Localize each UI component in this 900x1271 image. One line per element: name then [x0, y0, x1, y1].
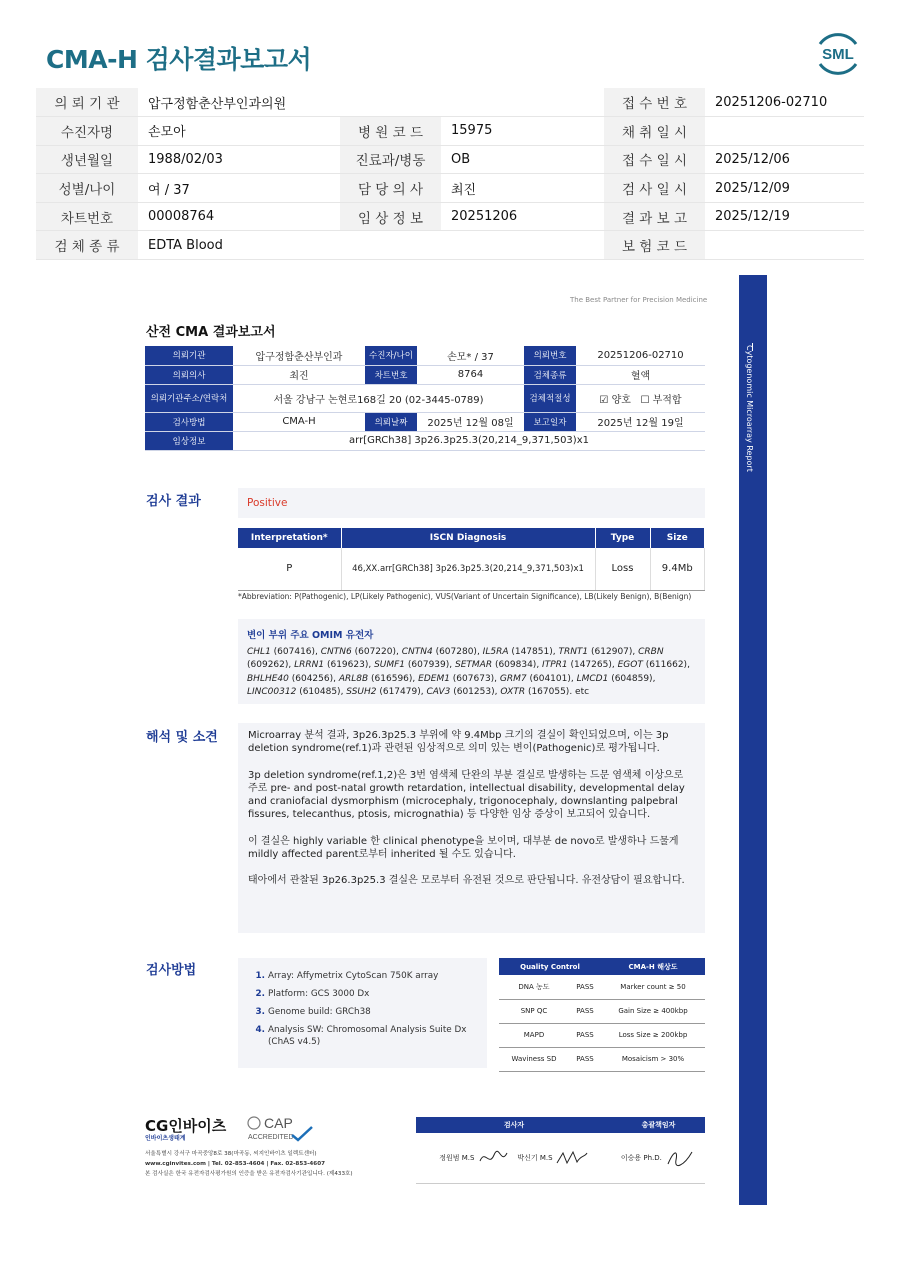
patient-info-table	[36, 88, 864, 260]
label: 담 당 의 사	[340, 174, 441, 203]
value: 손모아	[138, 117, 340, 146]
omim-gene	[426, 687, 500, 697]
omim-gene	[346, 687, 426, 697]
omim-number: (147265),	[567, 660, 618, 671]
svg-text:SML: SML	[822, 46, 854, 63]
label: 성별/나이	[36, 174, 138, 203]
value: 2025/12/19	[705, 202, 864, 231]
omim-number: (616596),	[368, 673, 419, 684]
gene-symbol: CRBN	[638, 647, 664, 657]
label: 생년월일	[36, 145, 138, 174]
company-logo: CG인바이츠	[145, 1117, 227, 1135]
gene-symbol: EGOT	[617, 660, 643, 671]
method-item: 2. Platform: GCS 3000 Dx	[268, 988, 471, 1000]
info-key: 검체종류	[524, 365, 576, 384]
omim-gene	[455, 660, 542, 670]
result-table	[238, 528, 705, 591]
col-header: 검사자	[416, 1117, 612, 1133]
col-header: 총괄책임자	[612, 1117, 705, 1133]
address-line: 서울특별시 강서구 마곡중앙8로 38(마곡동, 씨지인바이츠 일렉트센터)	[145, 1151, 317, 1157]
gene-symbol: IL5RA	[482, 647, 509, 657]
cell: P	[238, 548, 341, 590]
label: 채 취 일 시	[604, 117, 705, 146]
method-item: 4. Analysis SW: Chromosomal Analysis Suite Dx (ChAS v4.5)	[268, 1024, 471, 1048]
gene-symbol: LMCD1	[576, 673, 609, 684]
omim-gene	[618, 660, 690, 670]
omim-gene	[374, 660, 455, 670]
fit-bad-checkbox: ☐ 부적합	[640, 394, 682, 406]
value: 15975	[441, 117, 604, 146]
tester-signatures	[416, 1133, 612, 1183]
value: 20251206-02710	[705, 88, 864, 117]
omim-gene	[577, 674, 656, 684]
omim-gene	[500, 687, 575, 697]
info-value: 2025년 12월 19일	[576, 412, 705, 431]
omim-gene	[321, 647, 402, 657]
signature-image	[477, 1147, 511, 1169]
gene-symbol: TRNT1	[558, 647, 589, 657]
cell: 46,XX.arr[GRCh38] 3p26.3p25.3(20,214_9,371,503)x1	[341, 548, 595, 590]
label: 접 수 번 호	[604, 88, 705, 117]
omim-number: (610485),	[296, 686, 347, 697]
svg-text:CAP: CAP	[264, 1115, 293, 1131]
gene-symbol: BHLHE40	[247, 673, 289, 684]
cell: Gain Size ≥ 400kbp	[601, 999, 705, 1023]
label: 임 상 정 보	[340, 202, 441, 231]
gene-symbol: EDEM1	[418, 673, 450, 684]
value: 2025/12/06	[705, 145, 864, 174]
gene-symbol: ARL8B	[338, 673, 369, 684]
specimen-fit	[576, 384, 705, 412]
method-item: 1. Array: Affymetrix CytoScan 750K array	[268, 970, 471, 982]
omim-number: (607280),	[432, 647, 483, 657]
label: 접 수 일 시	[604, 145, 705, 174]
omim-gene	[294, 660, 374, 670]
value: 20251206	[441, 202, 604, 231]
cell: 9.4Mb	[650, 548, 705, 590]
result-heading: 검사 결과	[146, 494, 201, 509]
gene-symbol: SSUH2	[346, 686, 377, 697]
cell: Loss	[595, 548, 650, 590]
gene-symbol: GRM7	[499, 673, 527, 684]
info-key: 차트번호	[365, 365, 417, 384]
info-value: 혈액	[576, 365, 705, 384]
omim-number: (619623),	[324, 660, 375, 671]
label: 병 원 코 드	[340, 117, 441, 146]
info-value: 압구정함춘산부인과	[233, 346, 365, 365]
report-title: 산전 CMA 결과보고서	[146, 325, 276, 340]
col-header: Interpretation*	[238, 528, 341, 548]
value: 압구정함춘산부인과의원	[138, 88, 604, 117]
gene-symbol: LRRN1	[294, 660, 325, 671]
label: 의 뢰 기 관	[36, 88, 138, 117]
info-key: 임상정보	[145, 431, 233, 450]
info-key: 의뢰의사	[145, 365, 233, 384]
col-header: ISCN Diagnosis	[341, 528, 595, 548]
info-value: 손모* / 37	[417, 346, 524, 365]
cell: SNP QC	[499, 999, 569, 1023]
cell: PASS	[569, 1023, 601, 1047]
page-title: CMA-H 검사결과보고서	[46, 45, 312, 74]
omim-gene	[500, 674, 577, 684]
omim-number: (607416),	[270, 647, 321, 657]
col-header: Size	[650, 528, 705, 548]
method-item: 3. Genome build: GRCh38	[268, 1006, 471, 1018]
contact-line: www.cginvites.com | Tel. 02-853-4604 | Fax. 02-853-4607	[145, 1161, 325, 1167]
cell: PASS	[569, 975, 601, 999]
value: EDTA Blood	[138, 231, 604, 260]
signature-table	[416, 1117, 705, 1184]
fit-ok-checkbox: ☑ 양호	[599, 394, 631, 406]
interpretation-paragraph: 3p deletion syndrome(ref.1,2)은 3번 염색체 단완의 부분 결실로 발생하는 드문 염색체 이상으로 주로 pre- and post-natal growth retardation, intellectual disability, developmental delay and craniofacial dysmorphism (microcephaly, trigonocephaly, downslanting palpebral fissures, telecanthus, ptosis, micrognathia) 등 다양한 임상 증상이 보고되어 있습니다.	[248, 769, 685, 821]
col-header: Type	[595, 528, 650, 548]
info-key: 수진자/나이	[365, 346, 417, 365]
info-key: 의뢰기관주소/연락처	[145, 384, 233, 412]
result-status: Positive	[247, 497, 288, 509]
info-value: 20251206-02710	[576, 346, 705, 365]
omim-gene	[418, 674, 500, 684]
qc-table	[499, 958, 705, 1072]
cell: PASS	[569, 999, 601, 1023]
table-row	[499, 975, 705, 999]
label: 진료과/병동	[340, 145, 441, 174]
result-status-box	[238, 488, 705, 518]
value: 최진	[441, 174, 604, 203]
info-value: arr[GRCh38] 3p26.3p25.3(20,214_9,371,503)x1	[233, 431, 705, 450]
cell: MAPD	[499, 1023, 569, 1047]
cap-accredited-logo	[246, 1113, 316, 1147]
interpretation-paragraph: 이 결실은 highly variable 한 clinical phenotype을 보이며, 대부분 de novo로 발생하나 드물게 mildly affected parent로부터 inherited 될 수도 있습니다.	[248, 835, 679, 861]
omim-number: (607673),	[449, 673, 500, 684]
company-sub: 인바이츠생태계	[145, 1135, 186, 1142]
value: 00008764	[138, 202, 340, 231]
table-row	[238, 548, 705, 590]
omim-gene	[402, 647, 483, 657]
info-key: 보고일자	[524, 412, 576, 431]
info-value: 서울 강남구 논현로168길 20 (02-3445-0789)	[233, 384, 524, 412]
label: 검 사 일 시	[604, 174, 705, 203]
omim-number: (607220),	[351, 647, 402, 657]
label: 검 체 종 류	[36, 231, 138, 260]
omim-number: (604256),	[288, 673, 339, 684]
gene-symbol: ITPR1	[542, 660, 568, 671]
omim-number: (617479),	[376, 686, 427, 697]
label: 수진자명	[36, 117, 138, 146]
value: 여 / 37	[138, 174, 340, 203]
omim-box	[238, 619, 705, 704]
omim-number: (607939),	[405, 660, 455, 671]
cell: Marker count ≥ 50	[601, 975, 705, 999]
value: 2025/12/09	[705, 174, 864, 203]
omim-number: (611662),	[642, 660, 690, 671]
omim-number: (609262),	[247, 660, 295, 671]
gene-symbol: SETMAR	[455, 660, 493, 671]
omim-number: (612907),	[588, 647, 639, 657]
info-value: 최진	[233, 365, 365, 384]
report-sidebar	[739, 275, 767, 1205]
omim-tail: etc	[575, 686, 590, 697]
sml-logo	[812, 30, 864, 76]
info-value: 2025년 12월 08일	[417, 412, 524, 431]
tagline: The Best Partner for Precision Medicine	[570, 296, 708, 304]
omim-gene	[247, 687, 346, 697]
info-key: 의뢰기관	[145, 346, 233, 365]
sidebar-title: Cytogenomic Microarray Report	[745, 345, 754, 472]
info-key: 검사방법	[145, 412, 233, 431]
omim-number: (604859),	[608, 673, 656, 684]
col-header: CMA-H 해상도	[601, 958, 705, 975]
info-value: 8764	[417, 365, 524, 384]
gene-symbol: CHL1	[247, 647, 271, 657]
omim-gene-list	[247, 646, 696, 699]
table-row	[499, 1023, 705, 1047]
omim-number: (167055).	[525, 686, 576, 697]
cell: DNA 농도	[499, 975, 569, 999]
omim-number: (147851),	[508, 647, 559, 657]
value	[705, 231, 864, 260]
omim-gene	[247, 647, 321, 657]
info-key: 검체적절성	[524, 384, 576, 412]
omim-title: 변이 부위 주요 OMIM 유전자	[247, 630, 374, 641]
svg-text:ACCREDITED: ACCREDITED	[248, 1134, 294, 1141]
cell: Loss Size ≥ 200kbp	[601, 1023, 705, 1047]
info-key: 의뢰날짜	[365, 412, 417, 431]
cell: Mosaicism > 30%	[601, 1047, 705, 1071]
omim-gene	[339, 674, 418, 684]
col-header: Quality Control	[499, 958, 601, 975]
value: OB	[441, 145, 604, 174]
interpretation-heading: 해석 및 소견	[146, 730, 218, 745]
table-row	[499, 1047, 705, 1071]
signature-image	[555, 1147, 589, 1169]
interpretation-paragraph: 태아에서 관찰된 3p26.3p25.3 결실은 모로부터 유전된 것으로 판단됩니다. 유전상담이 필요합니다.	[248, 875, 685, 887]
cell: PASS	[569, 1047, 601, 1071]
gene-symbol: SUMF1	[374, 660, 406, 671]
company-address	[145, 1149, 353, 1179]
method-heading: 검사방법	[146, 963, 197, 978]
signer-name: 박신기 M.S	[517, 1153, 553, 1162]
signer-name: 이승용 Ph.D.	[620, 1153, 662, 1162]
abbreviation-note: *Abbreviation: P(Pathogenic), LP(Likely Pathogenic), VUS(Variant of Uncertain Significance), LB(Likely Benign), B(Benign)	[238, 592, 692, 601]
omim-number: (604101),	[526, 673, 577, 684]
label: 차트번호	[36, 202, 138, 231]
interpretation-box	[238, 723, 705, 933]
gene-symbol: CNTN6	[320, 647, 352, 657]
table-row	[499, 999, 705, 1023]
report-info-table	[145, 346, 705, 451]
label: 결 과 보 고	[604, 202, 705, 231]
omim-number: (609834),	[492, 660, 543, 671]
info-value: CMA-H	[233, 412, 365, 431]
method-box	[238, 958, 487, 1068]
signature-image	[664, 1146, 696, 1170]
gene-symbol: CAV3	[426, 686, 451, 697]
cell: Waviness SD	[499, 1047, 569, 1071]
gene-symbol: OXTR	[500, 686, 526, 697]
info-key: 의뢰번호	[524, 346, 576, 365]
signer-name: 정원범 M.S	[439, 1153, 475, 1162]
omim-gene	[483, 647, 559, 657]
gene-symbol: CNTN4	[401, 647, 433, 657]
gene-symbol: LINC00312	[247, 686, 297, 697]
omim-gene	[247, 674, 339, 684]
director-signature	[612, 1133, 705, 1183]
value: 1988/02/03	[138, 145, 340, 174]
omim-gene	[558, 647, 638, 657]
omim-gene	[542, 660, 618, 670]
omim-number: (601253),	[450, 686, 501, 697]
value	[705, 117, 864, 146]
certification-note: 본 검사실은 한국 유전자검사평가원의 인증을 받은 유전자검사기관입니다. (제433호)	[145, 1171, 353, 1177]
label: 보 험 코 드	[604, 231, 705, 260]
interpretation-paragraph: Microarray 분석 결과, 3p26.3p25.3 부위에 약 9.4Mbp 크기의 결실이 확인되었으며, 이는 3p deletion syndrome(ref.1)과 관련된 임상적으로 의미 있는 변이(Pathogenic)로 평가됩니다.	[248, 730, 669, 755]
